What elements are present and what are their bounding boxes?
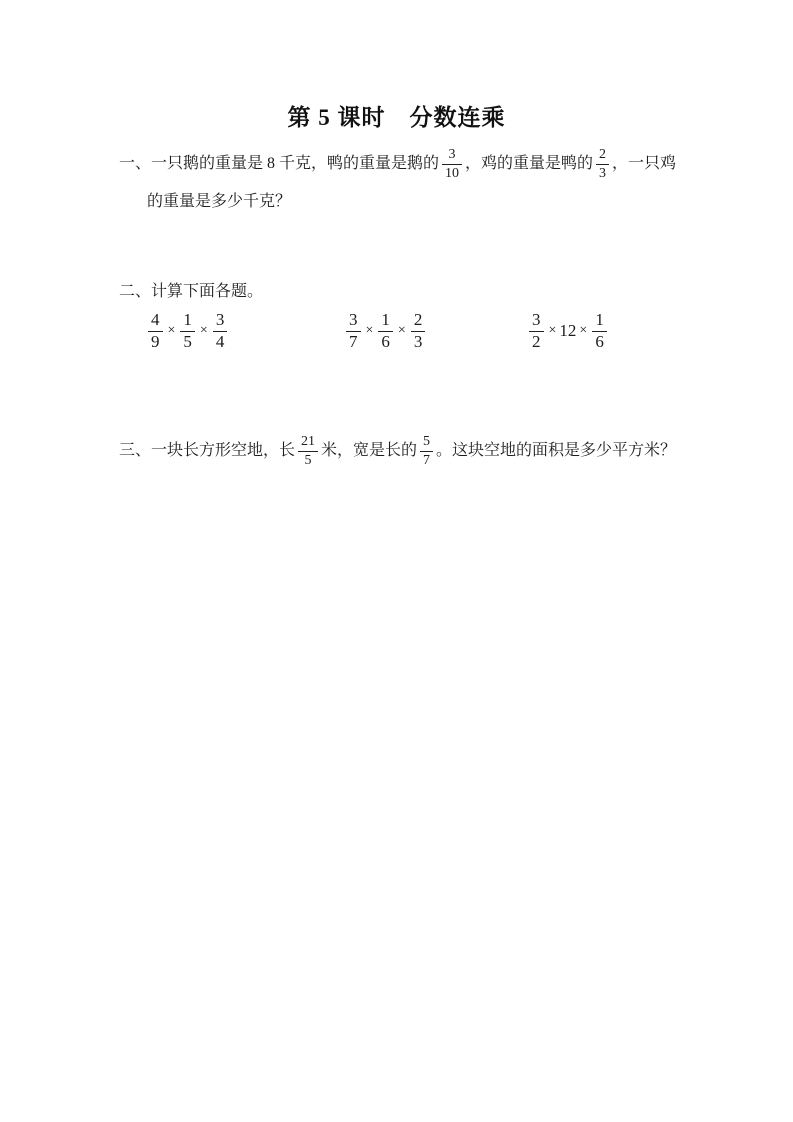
fraction-denominator: 5 — [304, 452, 312, 468]
fraction-denominator: 4 — [215, 331, 225, 351]
fraction-numerator: 2 — [596, 147, 609, 164]
fraction-denominator: 6 — [595, 331, 604, 351]
fraction-numerator: 3 — [213, 311, 228, 332]
fraction-4-9 — [148, 311, 163, 351]
multiply-sign: × — [167, 323, 176, 339]
fraction-numerator: 4 — [148, 311, 163, 332]
fraction-denominator: 9 — [151, 331, 160, 351]
fraction-denominator: 2 — [532, 331, 541, 351]
fraction-denominator: 3 — [413, 331, 423, 351]
expression-2 — [343, 311, 428, 351]
fraction-denominator: 10 — [445, 165, 460, 181]
problem3-line — [119, 425, 676, 477]
fraction-denominator: 7 — [349, 331, 358, 351]
fraction-3-7 — [346, 311, 361, 351]
problem2-header — [119, 281, 263, 303]
fraction-numerator: 21 — [298, 434, 318, 451]
problem1-text-3: ，一只鸡 — [612, 154, 677, 172]
multiply-sign: × — [397, 323, 406, 339]
fraction-2-3 — [411, 311, 426, 351]
fraction-numerator: 1 — [378, 311, 393, 332]
fraction-3-2 — [529, 311, 544, 351]
problem2-header-text: 二、计算下面各题。 — [119, 282, 264, 300]
fraction-numerator: 2 — [411, 311, 426, 332]
multiply-sign: × — [365, 323, 374, 339]
fraction-numerator: 1 — [592, 311, 607, 332]
fraction-2-3 — [596, 147, 609, 181]
multiply-sign: × — [548, 323, 557, 339]
fraction-21-5 — [298, 434, 318, 468]
expression-3 — [526, 311, 610, 351]
fraction-denominator: 6 — [381, 331, 390, 351]
problem3-text-3: 。这块空地的面积是多少平方米？ — [436, 441, 677, 459]
problem3-text-2: 米，宽是长的 — [321, 441, 418, 459]
expression-1 — [145, 311, 230, 351]
problem1-text-2: ，鸡的重量是鸭的 — [465, 154, 594, 172]
fraction-5-7 — [420, 434, 433, 468]
problem3-text-1: 三、一块长方形空地，长 — [119, 441, 296, 459]
fraction-numerator: 1 — [180, 311, 195, 332]
fraction-numerator: 3 — [529, 311, 544, 332]
problem1-line1 — [119, 139, 676, 189]
page-title: 第 5 课时 分数连乘 — [287, 105, 506, 130]
problem1-text-4: 的重量是多少千克？ — [147, 192, 292, 210]
fraction-numerator: 3 — [346, 311, 361, 332]
fraction-denominator: 5 — [183, 331, 192, 351]
multiply-sign: × — [579, 323, 588, 339]
fraction-3-4 — [213, 311, 228, 351]
fraction-1-5 — [180, 311, 195, 351]
fraction-denominator: 7 — [423, 452, 431, 468]
fraction-1-6 — [592, 311, 607, 351]
fraction-3-10 — [442, 147, 462, 181]
fraction-numerator: 5 — [420, 434, 433, 451]
problem1-text-1: 一、一只鹅的重量是 8 千克，鸭的重量是鹅的 — [119, 154, 440, 172]
fraction-denominator: 3 — [599, 165, 607, 181]
whole-number-12: 12 — [559, 321, 577, 341]
multiply-sign: × — [199, 323, 208, 339]
fraction-numerator: 3 — [442, 147, 462, 164]
problem1-line2 — [147, 191, 291, 213]
fraction-1-6 — [378, 311, 393, 351]
